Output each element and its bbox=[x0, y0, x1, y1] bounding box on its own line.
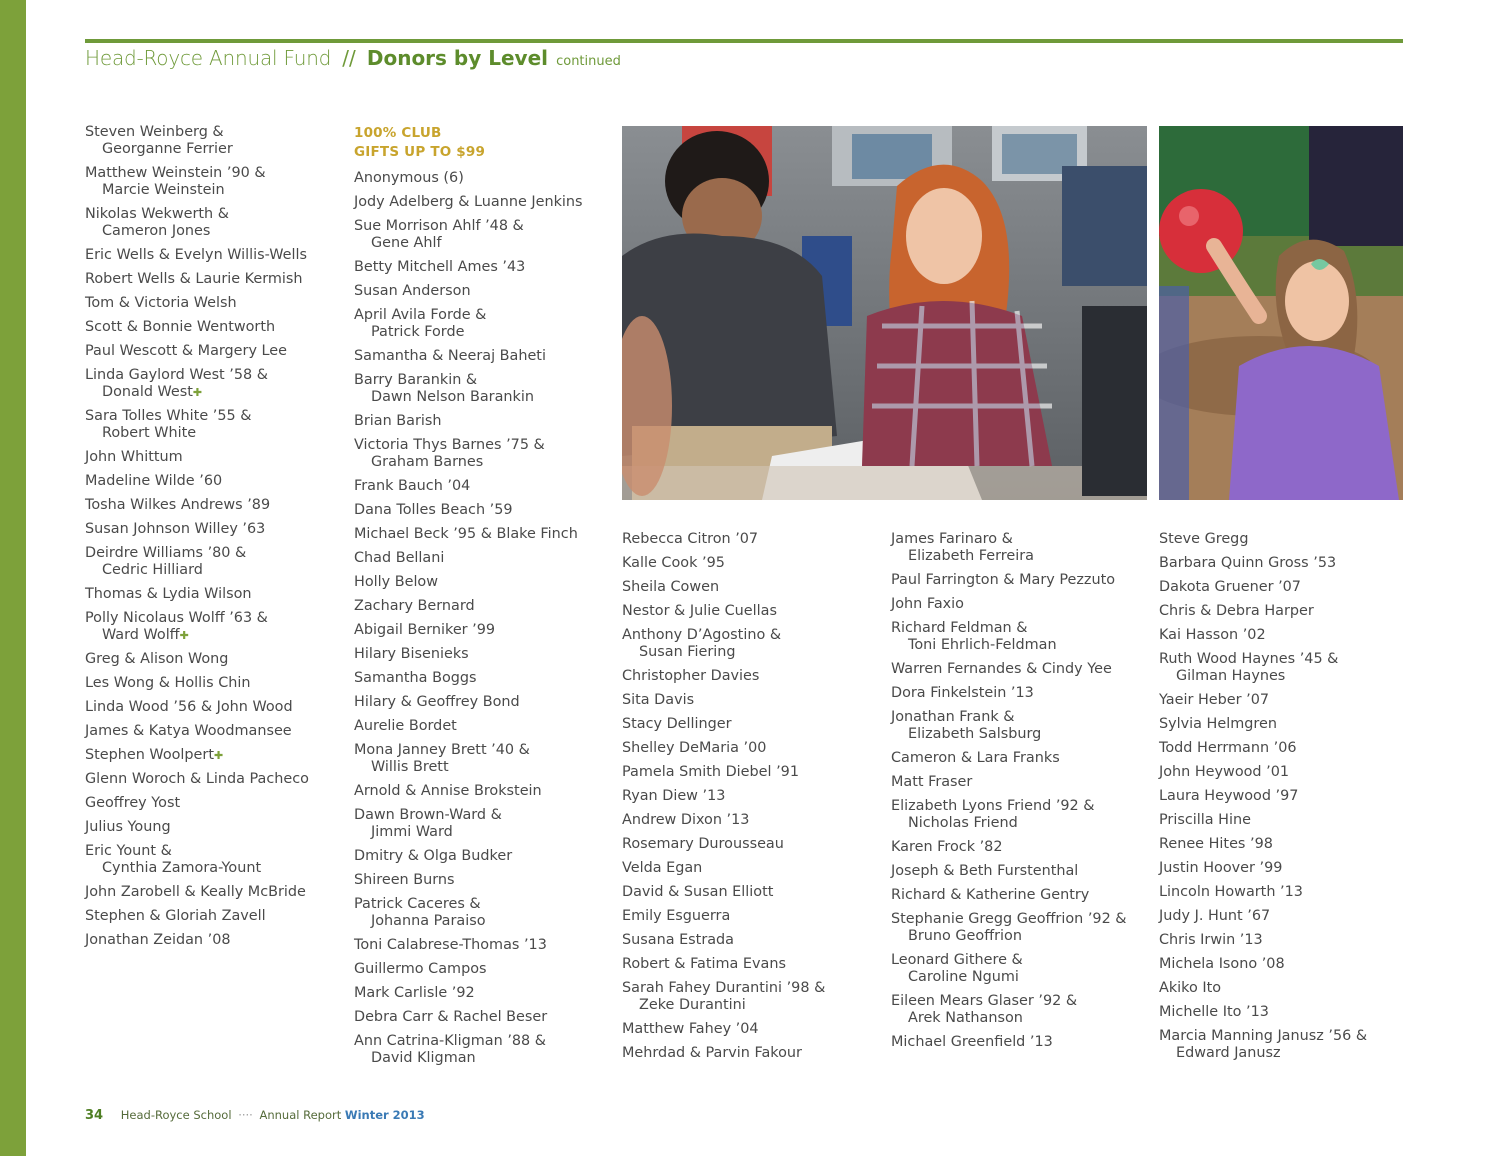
donor-column-3 bbox=[622, 531, 872, 1069]
donor-name-line: John Zarobell & Keally McBride bbox=[85, 884, 306, 900]
donor-name-line: Richard & Katherine Gentry bbox=[891, 887, 1090, 903]
donor-entry bbox=[354, 526, 604, 543]
donor-name-line: Richard Feldman & bbox=[891, 620, 1028, 636]
donor-name-line: Paul Wescott & Margery Lee bbox=[85, 343, 288, 359]
star-marker-icon: ✚ bbox=[179, 629, 189, 642]
donor-name-line: Joseph & Beth Furstenthal bbox=[891, 863, 1079, 879]
donor-name-line: Akiko Ito bbox=[1159, 980, 1222, 996]
donor-name-continuation: Cameron Jones bbox=[102, 223, 211, 239]
star-marker-icon: ✚ bbox=[213, 749, 224, 762]
donor-entry bbox=[354, 896, 604, 930]
donor-name-line: Nikolas Wekwerth & bbox=[85, 206, 229, 222]
donor-entry bbox=[85, 124, 335, 158]
donor-entry bbox=[85, 247, 335, 264]
donor-entry bbox=[85, 343, 335, 360]
donor-entry bbox=[85, 165, 335, 199]
donor-name-line: Michael Beck ’95 & Blake Finch bbox=[354, 526, 578, 542]
donor-name-continuation: Gene Ahlf bbox=[371, 235, 442, 251]
donor-name-line: Patrick Caceres & bbox=[354, 896, 481, 912]
donor-entry bbox=[1159, 836, 1409, 853]
donor-column-2 bbox=[354, 124, 604, 1074]
donor-entry bbox=[85, 771, 335, 788]
donor-entry bbox=[354, 478, 604, 495]
donor-name-line: Michelle Ito ’13 bbox=[1159, 1004, 1269, 1020]
donor-name-continuation: Nicholas Friend bbox=[908, 815, 1018, 831]
donor-name-line: Rebecca Citron ’07 bbox=[622, 531, 759, 547]
donor-name-line: Matthew Fahey ’04 bbox=[622, 1021, 759, 1037]
donor-entry bbox=[1159, 980, 1409, 997]
donor-name-line: Elizabeth Lyons Friend ’92 & bbox=[891, 798, 1095, 814]
donor-entry bbox=[622, 716, 872, 733]
donor-entry bbox=[1159, 812, 1409, 829]
donor-entry bbox=[85, 795, 335, 812]
page-footer bbox=[85, 1108, 425, 1123]
donor-name-line: Sue Morrison Ahlf ’48 & bbox=[354, 218, 524, 234]
donor-name-line: Greg & Alison Wong bbox=[85, 651, 229, 667]
donor-name-line: Anthony D’Agostino & bbox=[622, 627, 782, 643]
donor-name-line: Sylvia Helmgren bbox=[1159, 716, 1277, 732]
donor-name-line: Toni Calabrese-Thomas ’13 bbox=[354, 937, 547, 953]
donor-entry bbox=[622, 692, 872, 709]
donor-column-5 bbox=[1159, 531, 1409, 1069]
donor-name-line: Steve Gregg bbox=[1159, 531, 1249, 547]
donor-entry bbox=[622, 932, 872, 949]
donor-name-line: Nestor & Julie Cuellas bbox=[622, 603, 777, 619]
donor-entry bbox=[85, 206, 335, 240]
donor-name-line: David & Susan Elliott bbox=[622, 884, 774, 900]
donor-name-line: Dmitry & Olga Budker bbox=[354, 848, 513, 864]
donor-entry bbox=[354, 259, 604, 276]
donor-entry bbox=[622, 531, 872, 548]
donor-entry bbox=[354, 502, 604, 519]
donor-entry bbox=[85, 884, 335, 901]
donor-entry bbox=[354, 283, 604, 300]
donor-name-line: Tosha Wilkes Andrews ’89 bbox=[85, 497, 271, 513]
donor-name-line: Priscilla Hine bbox=[1159, 812, 1251, 828]
donor-entry bbox=[1159, 932, 1409, 949]
donor-name-line: Les Wong & Hollis Chin bbox=[85, 675, 251, 691]
donor-entry bbox=[622, 788, 872, 805]
donor-entry bbox=[85, 497, 335, 514]
donor-entry bbox=[622, 908, 872, 925]
donor-name-continuation: Cedric Hilliard bbox=[102, 562, 203, 578]
donor-entry bbox=[1159, 627, 1409, 644]
donor-name-continuation: Caroline Ngumi bbox=[908, 969, 1019, 985]
donor-name-continuation: David Kligman bbox=[371, 1050, 476, 1066]
donor-entry bbox=[354, 372, 604, 406]
donor-entry bbox=[354, 574, 604, 591]
donor-name-line: Jonathan Frank & bbox=[891, 709, 1015, 725]
title-separator: // bbox=[342, 46, 356, 70]
donor-name-line: Chris & Debra Harper bbox=[1159, 603, 1314, 619]
donor-entry bbox=[891, 887, 1141, 904]
donor-entry bbox=[354, 783, 604, 800]
donor-name-line: Yaeir Heber ’07 bbox=[1159, 692, 1270, 708]
donor-entry bbox=[85, 271, 335, 288]
donor-entry bbox=[85, 449, 335, 466]
donor-entry bbox=[354, 742, 604, 776]
donor-entry bbox=[622, 579, 872, 596]
donor-name-line: Mark Carlisle ’92 bbox=[354, 985, 475, 1001]
donor-entry bbox=[891, 572, 1141, 589]
donor-entry bbox=[891, 685, 1141, 702]
donor-name-continuation: Arek Nathanson bbox=[908, 1010, 1023, 1026]
donor-entry bbox=[1159, 956, 1409, 973]
donor-entry bbox=[891, 596, 1141, 613]
donor-entry bbox=[891, 911, 1141, 945]
donor-entry bbox=[85, 747, 335, 764]
donor-name-line: Barbara Quinn Gross ’53 bbox=[1159, 555, 1337, 571]
donor-entry bbox=[622, 1045, 872, 1062]
donor-name-line: Cameron & Lara Franks bbox=[891, 750, 1060, 766]
donor-name-line: Barry Barankin & bbox=[354, 372, 478, 388]
donor-name-line: Susana Estrada bbox=[622, 932, 735, 948]
donor-name-line: Debra Carr & Rachel Beser bbox=[354, 1009, 548, 1025]
donor-entry bbox=[1159, 651, 1409, 685]
donor-entry bbox=[1159, 579, 1409, 596]
donor-entry bbox=[354, 985, 604, 1002]
donor-name-line: Velda Egan bbox=[622, 860, 703, 876]
donor-name-line: Stacy Dellinger bbox=[622, 716, 732, 732]
donor-name-line: Susan Johnson Willey ’63 bbox=[85, 521, 266, 537]
donor-name-line: Ryan Diew ’13 bbox=[622, 788, 726, 804]
club-name: 100% CLUB bbox=[354, 125, 442, 141]
donor-name-line: Lincoln Howarth ’13 bbox=[1159, 884, 1303, 900]
donor-name-line: Warren Fernandes & Cindy Yee bbox=[891, 661, 1112, 677]
donor-name-line: Scott & Bonnie Wentworth bbox=[85, 319, 276, 335]
donor-entry bbox=[354, 961, 604, 978]
donor-name-line: Hilary & Geoffrey Bond bbox=[354, 694, 520, 710]
donor-entry bbox=[85, 723, 335, 740]
donor-entry bbox=[891, 620, 1141, 654]
page-header bbox=[85, 46, 621, 70]
donor-name-line: Sara Tolles White ’55 & bbox=[85, 408, 252, 424]
donor-entry bbox=[891, 1034, 1141, 1051]
donor-entry bbox=[1159, 908, 1409, 925]
donor-entry bbox=[354, 218, 604, 252]
donor-name-line: Matthew Weinstein ’90 & bbox=[85, 165, 266, 181]
donor-column-4 bbox=[891, 531, 1141, 1058]
section-title: Donors by Level bbox=[366, 46, 548, 70]
footer-dots: ···· bbox=[238, 1108, 253, 1122]
donor-name-line: James Farinaro & bbox=[891, 531, 1013, 547]
donor-name-continuation: Johanna Paraiso bbox=[371, 913, 486, 929]
donor-entry bbox=[622, 627, 872, 661]
donor-entry bbox=[891, 993, 1141, 1027]
donor-name-line: Samantha & Neeraj Baheti bbox=[354, 348, 546, 364]
donor-name-line: Karen Frock ’82 bbox=[891, 839, 1003, 855]
donor-name-line: Michael Greenfield ’13 bbox=[891, 1034, 1053, 1050]
donor-entry bbox=[85, 610, 335, 644]
donor-entry bbox=[85, 473, 335, 490]
donor-name-line: April Avila Forde & bbox=[354, 307, 487, 323]
donor-name-line: Stephen Woolpert✚ bbox=[85, 747, 224, 763]
donor-name-line: Andrew Dixon ’13 bbox=[622, 812, 750, 828]
donor-name-line: Mona Janney Brett ’40 & bbox=[354, 742, 530, 758]
donor-name-line: Anonymous (6) bbox=[354, 170, 464, 186]
donor-entry bbox=[891, 774, 1141, 791]
donor-name-continuation: Gilman Haynes bbox=[1176, 668, 1286, 684]
fund-title: Head-Royce Annual Fund bbox=[85, 46, 332, 70]
donor-entry bbox=[622, 812, 872, 829]
donor-entry bbox=[85, 908, 335, 925]
donor-name-line: Arnold & Annise Brokstein bbox=[354, 783, 542, 799]
donor-name-line: Dakota Gruener ’07 bbox=[1159, 579, 1301, 595]
donor-name-continuation: Willis Brett bbox=[371, 759, 449, 775]
donor-name-line: Paul Farrington & Mary Pezzuto bbox=[891, 572, 1116, 588]
donor-entry bbox=[622, 764, 872, 781]
donor-entry bbox=[354, 194, 604, 211]
donor-entry bbox=[622, 836, 872, 853]
donor-name-line: Susan Anderson bbox=[354, 283, 471, 299]
donor-name-line: Brian Barish bbox=[354, 413, 442, 429]
donor-entry bbox=[891, 863, 1141, 880]
donor-name-line: Justin Hoover ’99 bbox=[1159, 860, 1283, 876]
donor-entry bbox=[85, 932, 335, 949]
header-rule bbox=[85, 39, 1403, 43]
donor-name-line: Hilary Bisenieks bbox=[354, 646, 469, 662]
donor-entry bbox=[622, 980, 872, 1014]
donor-name-line: Dana Tolles Beach ’59 bbox=[354, 502, 513, 518]
photo-girl-with-balloon bbox=[1159, 126, 1403, 500]
donor-entry bbox=[622, 1021, 872, 1038]
donor-name-line: Dawn Brown-Ward & bbox=[354, 807, 502, 823]
girl-photo-illustration bbox=[1159, 126, 1403, 500]
donor-name-line: Victoria Thys Barnes ’75 & bbox=[354, 437, 545, 453]
donor-name-continuation: Toni Ehrlich-Feldman bbox=[908, 637, 1057, 653]
donor-name-continuation: Robert White bbox=[102, 425, 197, 441]
donor-name-continuation: Bruno Geoffrion bbox=[908, 928, 1022, 944]
donor-name-line: John Whittum bbox=[85, 449, 183, 465]
donor-entry bbox=[354, 1009, 604, 1026]
donor-name-continuation: Patrick Forde bbox=[371, 324, 465, 340]
donor-name-line: Frank Bauch ’04 bbox=[354, 478, 471, 494]
donor-entry bbox=[1159, 788, 1409, 805]
donor-name-line: Kalle Cook ’95 bbox=[622, 555, 725, 571]
footer-school: Head-Royce School bbox=[120, 1108, 232, 1122]
donor-name-line: Tom & Victoria Welsh bbox=[85, 295, 237, 311]
club-heading bbox=[354, 124, 604, 162]
donor-name-line: Linda Gaylord West ’58 & bbox=[85, 367, 268, 383]
donor-name-line: Leonard Githere & bbox=[891, 952, 1023, 968]
donor-entry bbox=[1159, 884, 1409, 901]
photo-students-classroom bbox=[622, 126, 1147, 500]
donor-name-line: Polly Nicolaus Wolff ’63 & bbox=[85, 610, 268, 626]
donor-name-line: Aurelie Bordet bbox=[354, 718, 457, 734]
donor-name-line: Robert Wells & Laurie Kermish bbox=[85, 271, 303, 287]
donor-name-continuation: Graham Barnes bbox=[371, 454, 484, 470]
donor-name-line: Eric Yount & bbox=[85, 843, 172, 859]
donor-entry bbox=[354, 622, 604, 639]
donor-entry bbox=[1159, 1004, 1409, 1021]
donor-entry bbox=[85, 367, 335, 401]
footer-season: Winter 2013 bbox=[344, 1108, 425, 1122]
donor-name-line: Jody Adelberg & Luanne Jenkins bbox=[354, 194, 583, 210]
donor-entry bbox=[354, 937, 604, 954]
donor-entry bbox=[891, 798, 1141, 832]
left-accent-bar bbox=[0, 0, 26, 1156]
donor-name-line: Todd Herrmann ’06 bbox=[1159, 740, 1297, 756]
donor-entry bbox=[622, 884, 872, 901]
donor-entry bbox=[1159, 1028, 1409, 1062]
donor-name-line: John Heywood ’01 bbox=[1159, 764, 1290, 780]
donor-name-line: Ann Catrina-Kligman ’88 & bbox=[354, 1033, 546, 1049]
donor-name-line: John Faxio bbox=[891, 596, 964, 612]
donor-entry bbox=[354, 307, 604, 341]
donor-entry bbox=[891, 709, 1141, 743]
donor-name-line: Marcia Manning Janusz ’56 & bbox=[1159, 1028, 1368, 1044]
donor-name-line: Shelley DeMaria ’00 bbox=[622, 740, 767, 756]
donor-name-line: Samantha Boggs bbox=[354, 670, 477, 686]
donor-name-line: Kai Hasson ’02 bbox=[1159, 627, 1266, 643]
donor-name-line: Steven Weinberg & bbox=[85, 124, 224, 140]
donor-name-line: Abigail Berniker ’99 bbox=[354, 622, 496, 638]
donor-name-line: Jonathan Zeidan ’08 bbox=[85, 932, 231, 948]
donor-entry bbox=[354, 694, 604, 711]
donor-name-line: Sarah Fahey Durantini ’98 & bbox=[622, 980, 826, 996]
donor-name-continuation: Jimmi Ward bbox=[371, 824, 453, 840]
donor-entry bbox=[622, 668, 872, 685]
donor-entry bbox=[354, 437, 604, 471]
donor-name-line: Renee Hites ’98 bbox=[1159, 836, 1273, 852]
donor-entry bbox=[891, 661, 1141, 678]
donor-name-line: Eileen Mears Glaser ’92 & bbox=[891, 993, 1078, 1009]
donor-entry bbox=[891, 952, 1141, 986]
donor-entry bbox=[85, 699, 335, 716]
donor-name-continuation: Marcie Weinstein bbox=[102, 182, 225, 198]
donor-entry bbox=[85, 295, 335, 312]
donor-entry bbox=[622, 740, 872, 757]
donor-name-line: Madeline Wilde ’60 bbox=[85, 473, 223, 489]
donor-entry bbox=[85, 408, 335, 442]
donor-entry bbox=[354, 598, 604, 615]
donor-entry bbox=[85, 843, 335, 877]
donor-name-line: Dora Finkelstein ’13 bbox=[891, 685, 1034, 701]
donor-name-line: Christopher Davies bbox=[622, 668, 760, 684]
donor-entry bbox=[85, 819, 335, 836]
donor-entry bbox=[891, 750, 1141, 767]
donor-name-continuation: Georganne Ferrier bbox=[102, 141, 233, 157]
donor-name-line: Michela Isono ’08 bbox=[1159, 956, 1285, 972]
donor-name-continuation: Edward Janusz bbox=[1176, 1045, 1281, 1061]
donor-entry bbox=[354, 670, 604, 687]
continued-label: continued bbox=[556, 54, 621, 69]
donor-name-line: Mehrdad & Parvin Fakour bbox=[622, 1045, 802, 1061]
donor-entry bbox=[354, 170, 604, 187]
donor-entry bbox=[891, 531, 1141, 565]
star-marker-icon: ✚ bbox=[192, 386, 203, 399]
donor-name-line: Shireen Burns bbox=[354, 872, 455, 888]
donor-name-line: Pamela Smith Diebel ’91 bbox=[622, 764, 799, 780]
donor-name-line: Linda Wood ’56 & John Wood bbox=[85, 699, 293, 715]
donor-name-continuation: Cynthia Zamora-Yount bbox=[102, 860, 262, 876]
donor-entry bbox=[85, 319, 335, 336]
donor-entry bbox=[891, 839, 1141, 856]
donor-entry bbox=[1159, 740, 1409, 757]
donor-entry bbox=[354, 646, 604, 663]
donor-entry bbox=[622, 860, 872, 877]
donor-entry bbox=[1159, 531, 1409, 548]
donor-name-line: Guillermo Campos bbox=[354, 961, 487, 977]
page-number: 34 bbox=[85, 1108, 104, 1123]
donor-column-1 bbox=[85, 124, 335, 956]
donor-name-line: Stephen & Gloriah Zavell bbox=[85, 908, 266, 924]
donor-name-continuation: Ward Wolff✚ bbox=[102, 627, 189, 643]
donor-entry bbox=[354, 718, 604, 735]
donor-entry bbox=[354, 872, 604, 889]
donor-name-line: Eric Wells & Evelyn Willis-Wells bbox=[85, 247, 308, 263]
donor-name-line: Rosemary Durousseau bbox=[622, 836, 784, 852]
donor-name-line: Sita Davis bbox=[622, 692, 695, 708]
donor-entry bbox=[354, 1033, 604, 1067]
donor-entry bbox=[85, 675, 335, 692]
donor-name-line: Chris Irwin ’13 bbox=[1159, 932, 1263, 948]
donor-entry bbox=[354, 807, 604, 841]
donor-name-line: Ruth Wood Haynes ’45 & bbox=[1159, 651, 1339, 667]
donor-name-line: Matt Fraser bbox=[891, 774, 973, 790]
donor-entry bbox=[1159, 764, 1409, 781]
donor-entry bbox=[85, 651, 335, 668]
donor-name-continuation: Dawn Nelson Barankin bbox=[371, 389, 534, 405]
donor-name-line: Julius Young bbox=[85, 819, 171, 835]
donor-name-line: Glenn Woroch & Linda Pacheco bbox=[85, 771, 309, 787]
donor-entry bbox=[1159, 555, 1409, 572]
donor-name-continuation: Donald West✚ bbox=[102, 384, 203, 400]
donor-name-line: Betty Mitchell Ames ’43 bbox=[354, 259, 526, 275]
donor-entry bbox=[1159, 603, 1409, 620]
donor-name-continuation: Elizabeth Ferreira bbox=[908, 548, 1034, 564]
donor-name-line: Zachary Bernard bbox=[354, 598, 475, 614]
donor-name-line: Sheila Cowen bbox=[622, 579, 720, 595]
donor-name-line: Judy J. Hunt ’67 bbox=[1159, 908, 1271, 924]
donor-name-line: Thomas & Lydia Wilson bbox=[85, 586, 252, 602]
donor-name-line: Chad Bellani bbox=[354, 550, 445, 566]
donor-name-continuation: Zeke Durantini bbox=[639, 997, 746, 1013]
donor-entry bbox=[1159, 692, 1409, 709]
donor-entry bbox=[622, 555, 872, 572]
donor-name-line: James & Katya Woodmansee bbox=[85, 723, 292, 739]
donor-entry bbox=[354, 413, 604, 430]
donor-name-line: Robert & Fatima Evans bbox=[622, 956, 786, 972]
donor-name-line: Stephanie Gregg Geoffrion ’92 & bbox=[891, 911, 1127, 927]
donor-entry bbox=[85, 586, 335, 603]
donor-entry bbox=[354, 348, 604, 365]
donor-name-continuation: Susan Fiering bbox=[639, 644, 736, 660]
donor-entry bbox=[354, 550, 604, 567]
donor-name-line: Laura Heywood ’97 bbox=[1159, 788, 1299, 804]
donor-name-line: Holly Below bbox=[354, 574, 439, 590]
donor-entry bbox=[1159, 716, 1409, 733]
donor-name-line: Emily Esguerra bbox=[622, 908, 731, 924]
donor-entry bbox=[1159, 860, 1409, 877]
donor-entry bbox=[622, 603, 872, 620]
donor-name-line: Deirdre Williams ’80 & bbox=[85, 545, 247, 561]
donor-entry bbox=[85, 545, 335, 579]
club-gift-range: GIFTS UP TO $99 bbox=[354, 144, 486, 160]
donor-entry bbox=[354, 848, 604, 865]
donor-entry bbox=[85, 521, 335, 538]
footer-report: Annual Report bbox=[259, 1108, 342, 1122]
donor-entry bbox=[622, 956, 872, 973]
donor-name-continuation: Elizabeth Salsburg bbox=[908, 726, 1042, 742]
students-photo-illustration bbox=[622, 126, 1147, 500]
donor-name-line: Geoffrey Yost bbox=[85, 795, 181, 811]
